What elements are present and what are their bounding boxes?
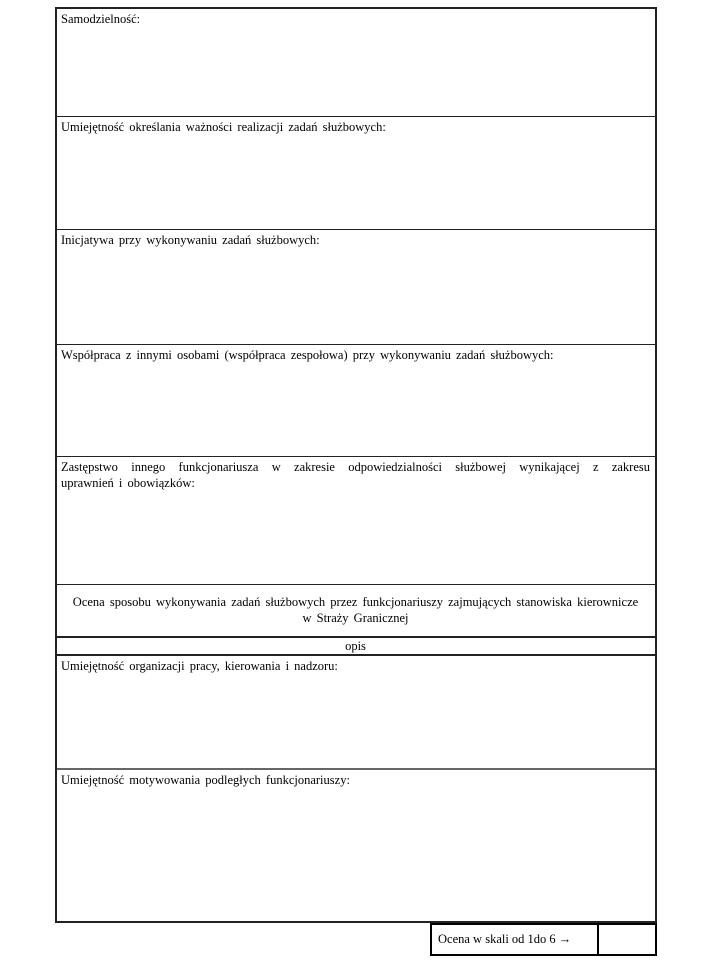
section-label: Samodzielność: <box>61 12 141 26</box>
section-wspolpraca <box>57 345 655 457</box>
subheading-label: opis <box>345 639 366 653</box>
score-scale-label-cell <box>432 925 599 954</box>
score-input-box <box>599 925 655 954</box>
section-zastepstwo <box>57 457 655 585</box>
section-inicjatywa <box>57 230 655 345</box>
section-label: Umiejętność określania ważności realizacji zadań służbowych: <box>61 120 386 134</box>
section-label: Umiejętność organizacji pracy, kierowania i nadzoru: <box>61 659 338 673</box>
section-label: Umiejętność motywowania podległych funkcjonariuszy: <box>61 773 350 787</box>
section-heading-kierownicze <box>57 585 655 638</box>
score-scale-table <box>430 923 657 956</box>
section-label-line2: uprawnień i obowiązków: <box>61 476 195 490</box>
section-label: Inicjatywa przy wykonywaniu zadań służbowych: <box>61 233 320 247</box>
section-organizacja-pracy <box>57 656 655 770</box>
heading-line2: w Straży Granicznej <box>302 611 409 625</box>
evaluation-table <box>55 7 657 923</box>
section-label: Współpraca z innymi osobami (współpraca zespołowa) przy wykonywaniu zadań służbowych: <box>61 348 554 362</box>
section-okreslanie-waznosci <box>57 117 655 230</box>
subheading-opis <box>57 638 655 656</box>
section-samodzielnosc <box>57 9 655 117</box>
score-scale-label: Ocena w skali od 1do 6 → <box>438 932 572 946</box>
section-label-line1: Zastępstwo innego funkcjonariusza w zakresie odpowiedzialności służbowej wynikającej z zakresu <box>61 460 650 474</box>
section-motywowanie <box>57 770 655 921</box>
heading-line1: Ocena sposobu wykonywania zadań służbowych przez funkcjonariuszy zajmujących stanowiska kierownicze <box>72 595 639 609</box>
